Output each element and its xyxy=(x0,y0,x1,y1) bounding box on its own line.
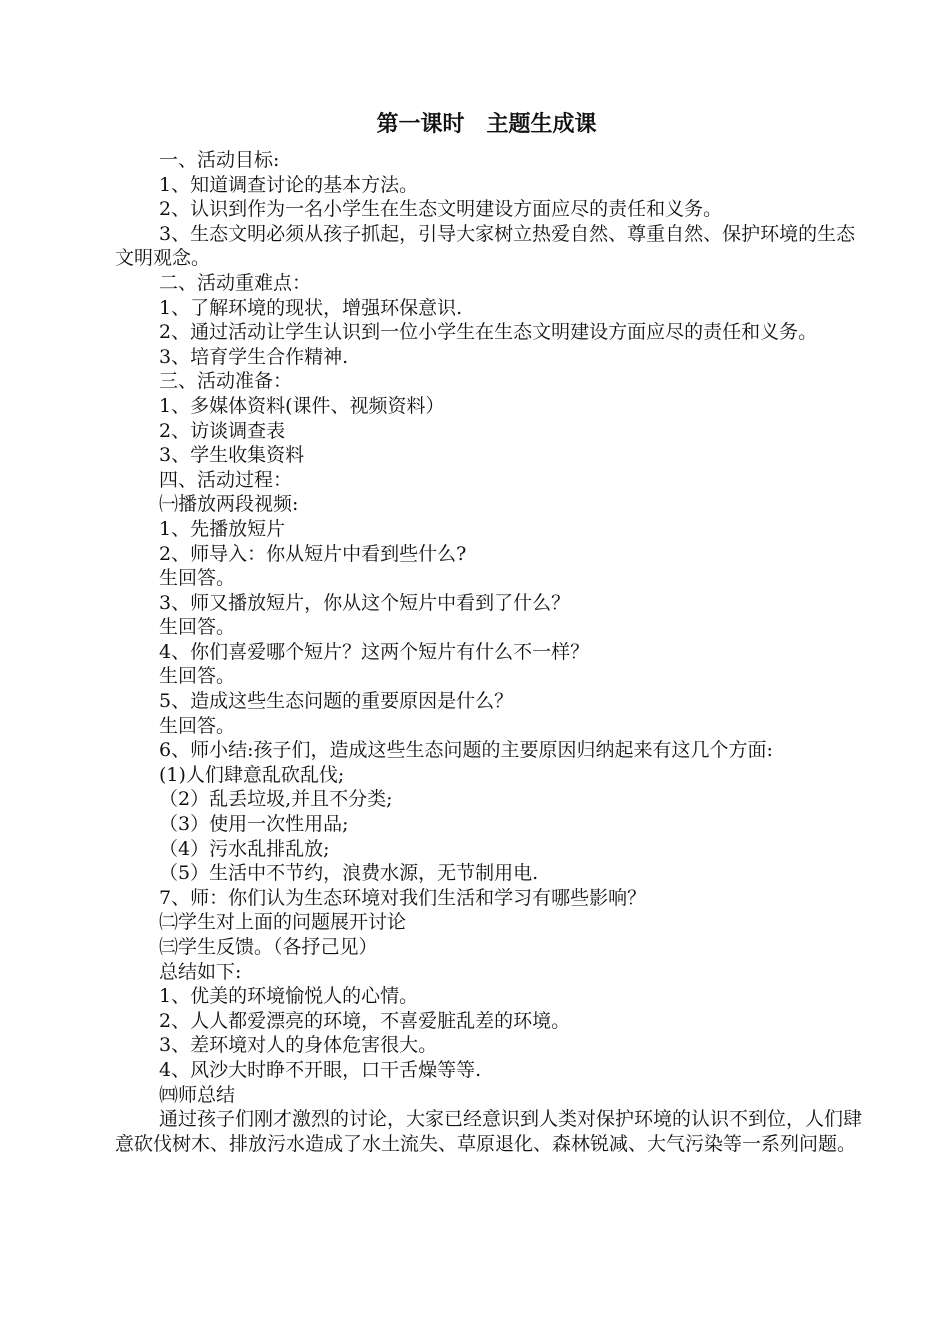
paragraph: （3）使用一次性用品; xyxy=(159,813,349,836)
paragraph: 7、师：你们认为生态环境对我们生活和学习有哪些影响？ xyxy=(159,886,647,909)
paragraph: 1、多媒体资料(课件、视频资料） xyxy=(159,394,445,417)
paragraph: 1、先播放短片 xyxy=(159,517,286,540)
paragraph: 总结如下: xyxy=(159,960,242,983)
paragraph: 生回答。 xyxy=(159,616,236,639)
paragraph: 3、差环境对人的身体危害很大。 xyxy=(159,1034,438,1057)
paragraph: 2、通过活动让学生认识到一位小学生在生态文明建设方面应尽的责任和义务。 xyxy=(159,321,818,344)
paragraph: 一、活动目标: xyxy=(159,149,280,171)
paragraph: 2、认识到作为一名小学生在生态文明建设方面应尽的责任和义务。 xyxy=(159,198,723,221)
paragraph: ㈣师总结 xyxy=(159,1083,236,1106)
paragraph: 4、风沙大时睁不开眼，口干舌燥等等. xyxy=(159,1058,482,1081)
paragraph: 3、学生收集资料 xyxy=(159,444,305,467)
paragraph: ㈠播放两段视频: xyxy=(159,493,299,516)
document-body xyxy=(115,148,865,1156)
paragraph: 2、师导入：你从短片中看到些什么? xyxy=(159,542,467,565)
paragraph: 4、你们喜爱哪个短片？这两个短片有什么不一样？ xyxy=(159,640,590,663)
paragraph: （5）生活中不节约，浪费水源，无节制用电. xyxy=(159,862,539,885)
paragraph: 2、人人都爱漂亮的环境，不喜爱脏乱差的环境。 xyxy=(159,1009,571,1032)
paragraph: 通过孩子们刚才激烈的讨论，大家已经意识到人类对保护环境的认识不到位，人们肆意砍伐树木、排放污水造成了水土流失、草原退化、森林锐减、大气污染等一系列问题。 xyxy=(115,1108,863,1155)
paragraph: 2、访谈调查表 xyxy=(159,419,286,442)
paragraph: （4）污水乱排乱放; xyxy=(159,837,330,860)
paragraph: 1、知道调查讨论的基本方法。 xyxy=(159,173,419,196)
paragraph: ㈡学生对上面的问题展开讨论 xyxy=(159,911,407,934)
paragraph: 1、了解环境的现状，增强环保意识. xyxy=(159,296,463,319)
document-title: 第一课时 主题生成课 xyxy=(376,112,597,137)
paragraph: ㈢学生反馈。（各抒己见） xyxy=(159,936,378,958)
paragraph: 3、生态文明必须从孩子抓起，引导大家树立热爱自然、尊重自然、保护环境的生态文明观念。 xyxy=(115,222,856,270)
paragraph: 生回答。 xyxy=(159,714,236,737)
paragraph: 二、活动重难点： xyxy=(159,271,312,294)
paragraph: 生回答。 xyxy=(159,665,236,688)
paragraph: 3、师又播放短片，你从这个短片中看到了什么？ xyxy=(159,591,571,614)
paragraph: 三、活动准备： xyxy=(159,370,293,393)
paragraph: 生回答。 xyxy=(159,567,236,590)
paragraph: (1)人们肆意乱砍乱伐; xyxy=(159,763,345,786)
paragraph: 1、优美的环境愉悦人的心情。 xyxy=(159,985,419,1008)
paragraph: 四、活动过程： xyxy=(159,468,293,491)
paragraph: （2）乱丢垃圾,并且不分类; xyxy=(159,788,393,811)
paragraph: 5、造成这些生态问题的重要原因是什么？ xyxy=(159,690,514,713)
paragraph: 6、师小结:孩子们，造成这些生态问题的主要原因归纳起来有这几个方面: xyxy=(159,739,773,762)
paragraph: 3、培育学生合作精神. xyxy=(159,345,349,368)
